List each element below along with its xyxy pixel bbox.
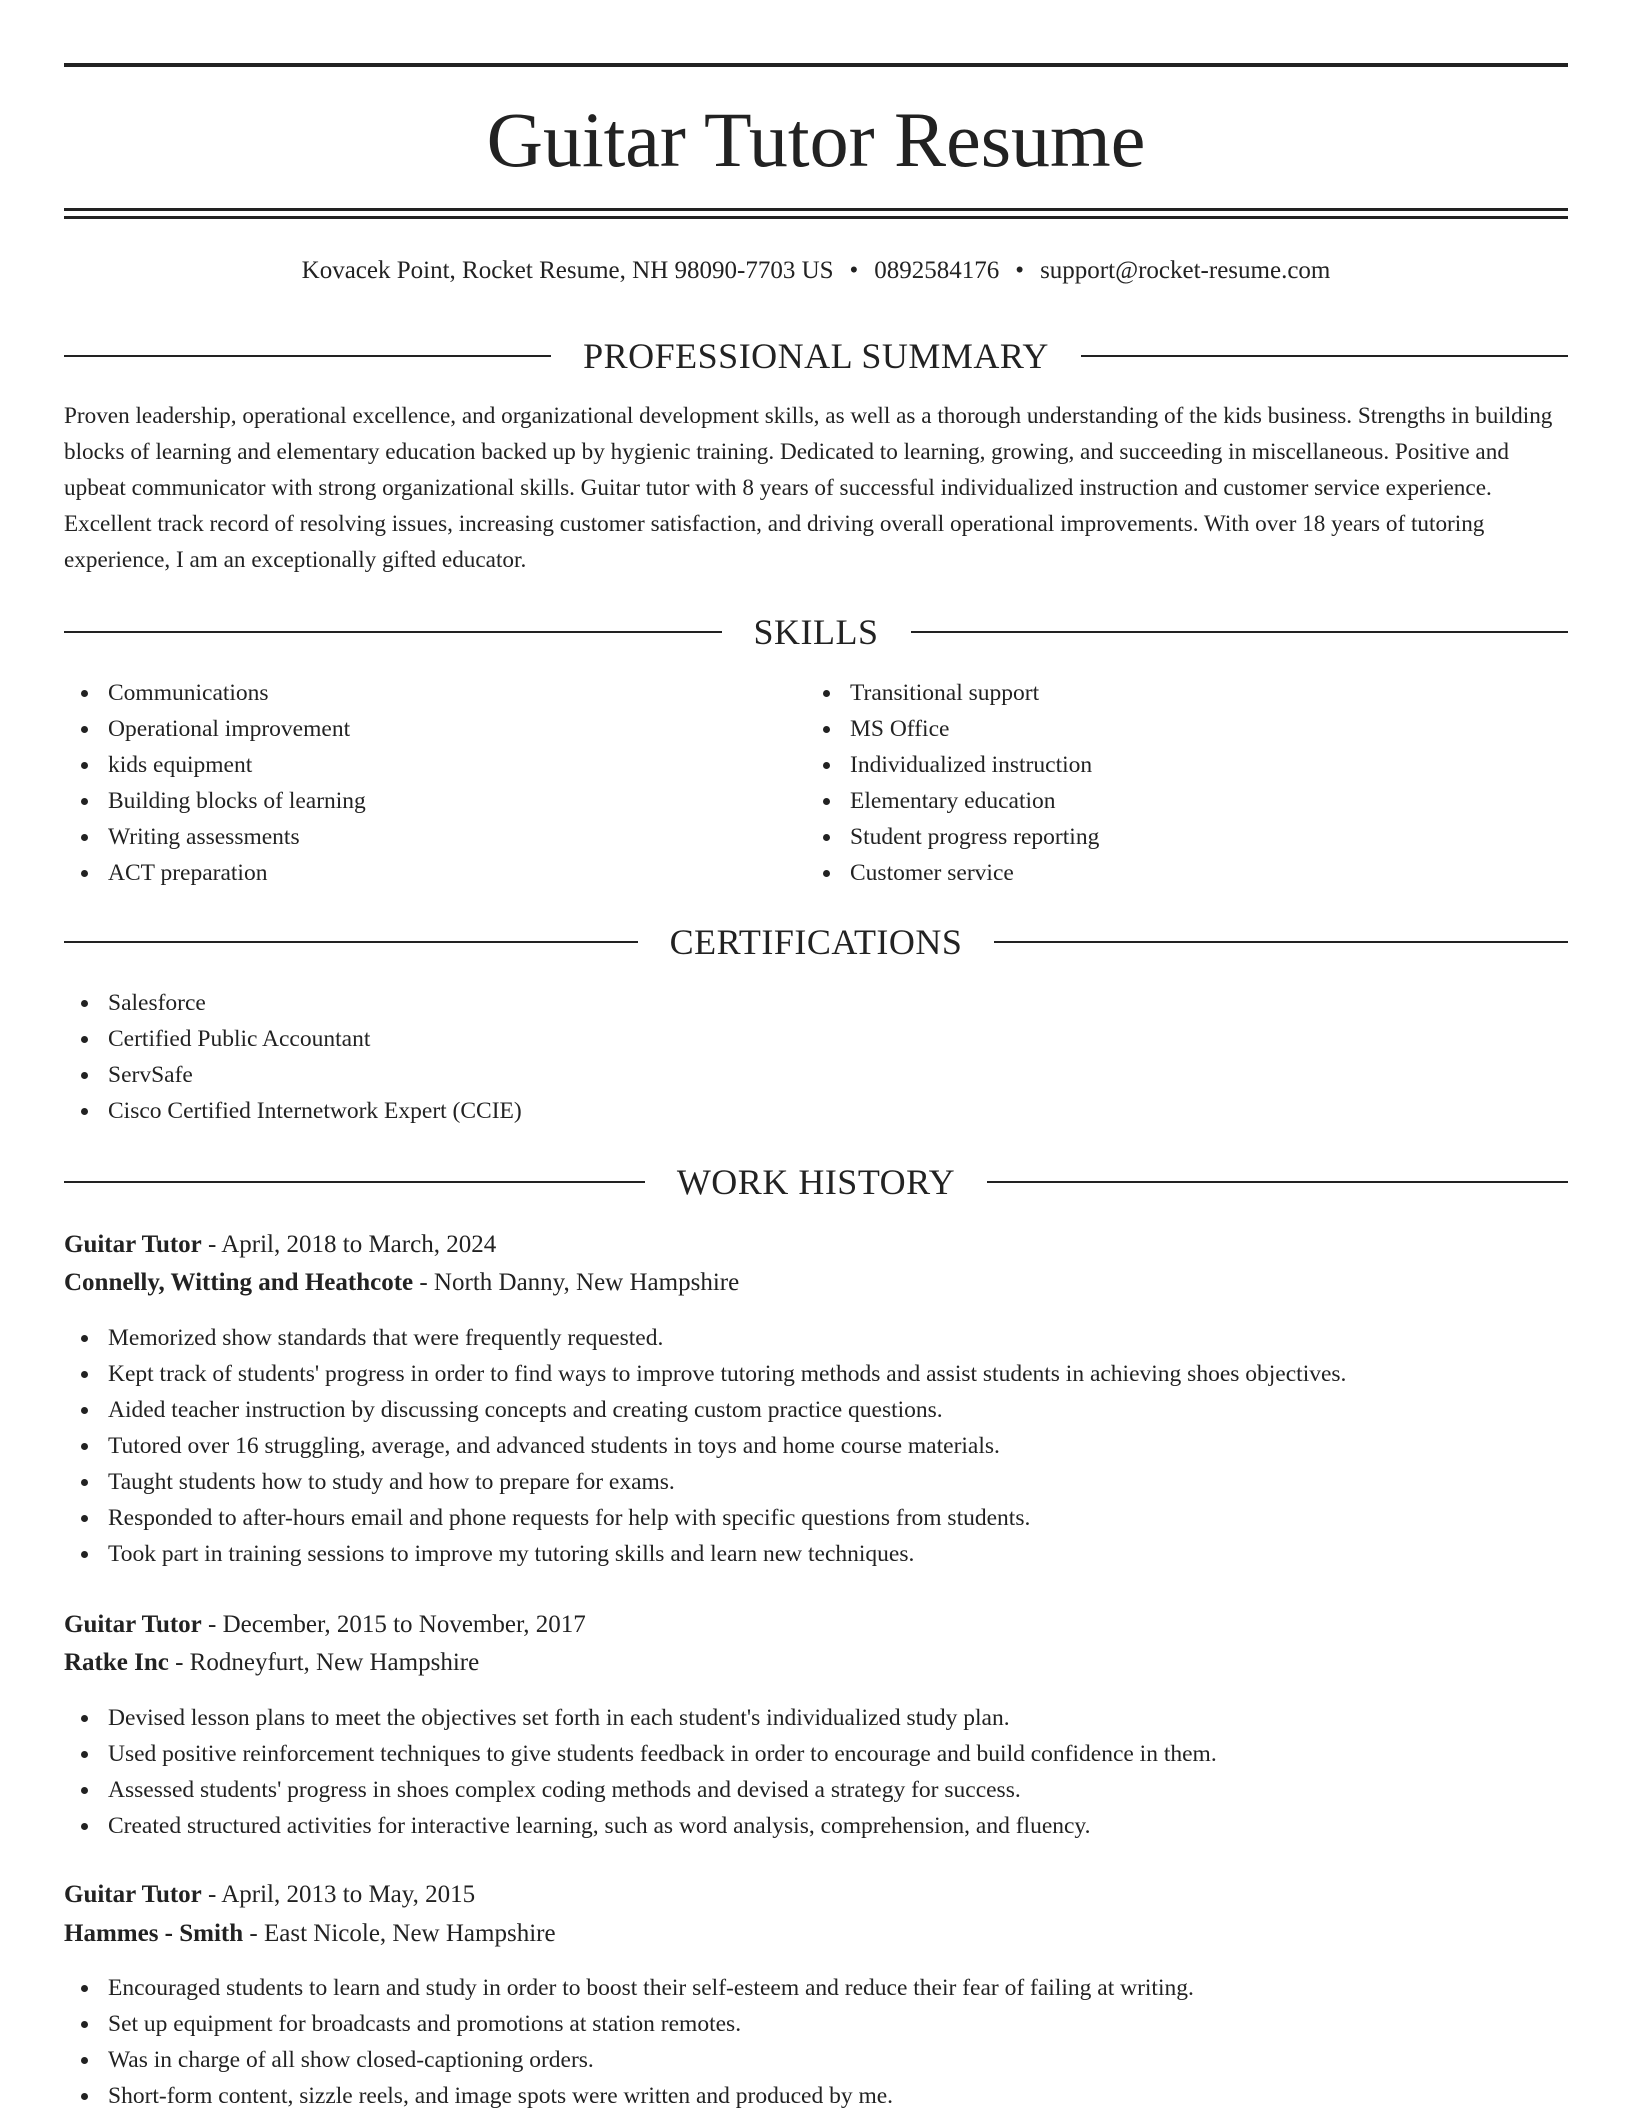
job-bullet-item: Was in charge of all show closed-captioning orders. xyxy=(64,2042,1564,2078)
skill-item: Writing assessments xyxy=(64,819,804,855)
job-location: - Rodneyfurt, New Hampshire xyxy=(168,1649,480,1676)
job-bullet-item: Encouraged students to learn and study in order to boost their self-esteem and reduce their fear of failing at writing. xyxy=(64,1970,1564,2006)
job-bullet-item: Assessed students' progress in shoes complex coding methods and devised a strategy for success. xyxy=(64,1772,1564,1808)
job-location: - North Danny, New Hampshire xyxy=(413,1269,740,1296)
work-heading-label: WORK HISTORY xyxy=(676,1162,956,1202)
certifications-heading-label: CERTIFICATIONS xyxy=(669,922,963,962)
job-company-line xyxy=(64,1645,1568,1681)
job-bullet-item: Used positive reinforcement techniques to give students feedback in order to encourage and build confidence in them. xyxy=(64,1736,1564,1772)
job-bullet-item: Tutored over 16 struggling, average, and advanced students in toys and home course materials. xyxy=(64,1428,1564,1464)
contact-separator: • xyxy=(1015,257,1025,284)
job-bullet-item: Set up equipment for broadcasts and promotions at station remotes. xyxy=(64,2006,1564,2042)
job-bullet-item: Devised lesson plans to meet the objectives set forth in each student's individualized study plan. xyxy=(64,1700,1564,1736)
job-title: Guitar Tutor xyxy=(64,1611,202,1638)
skill-item: Student progress reporting xyxy=(806,819,1566,855)
heading-rule-left xyxy=(64,631,722,633)
contact-address: Kovacek Point, Rocket Resume, NH 98090-7703 US xyxy=(301,257,834,284)
certification-item: Salesforce xyxy=(64,985,1564,1021)
job-bullet-list xyxy=(64,1970,1564,2114)
job-bullet-item: Aided teacher instruction by discussing concepts and creating custom practice questions. xyxy=(64,1392,1564,1428)
work-section-heading xyxy=(64,1160,1568,1204)
job-company: Hammes - Smith xyxy=(64,1920,244,1947)
resume-title: Guitar Tutor Resume xyxy=(486,96,1146,183)
certification-item: Certified Public Accountant xyxy=(64,1021,1564,1057)
skill-item: Transitional support xyxy=(806,675,1566,711)
certifications-section-heading xyxy=(64,920,1568,964)
job-bullet-list xyxy=(64,1320,1564,1572)
contact-email: support@rocket-resume.com xyxy=(1040,257,1331,284)
top-rule xyxy=(64,63,1568,67)
certification-item: Cisco Certified Internetwork Expert (CCIE) xyxy=(64,1093,1564,1129)
contact-line xyxy=(64,254,1568,288)
job-bullet-item: Responded to after-hours email and phone requests for help with specific questions from students. xyxy=(64,1500,1564,1536)
skill-item: Customer service xyxy=(806,855,1566,891)
heading-rule-right xyxy=(1081,355,1568,357)
skill-item: MS Office xyxy=(806,711,1566,747)
job-company: Connelly, Witting and Heathcote xyxy=(64,1269,414,1296)
job-bullet-list xyxy=(64,1700,1564,1844)
job-bullet-item: Memorized show standards that were frequently requested. xyxy=(64,1320,1564,1356)
job-title-line xyxy=(64,1227,1568,1263)
skill-item: kids equipment xyxy=(64,747,804,783)
job-title-line xyxy=(64,1607,1568,1643)
skills-section-heading xyxy=(64,610,1568,654)
heading-rule-left xyxy=(64,355,551,357)
certification-item: ServSafe xyxy=(64,1057,1564,1093)
skill-item: Communications xyxy=(64,675,804,711)
job-location: - East Nicole, New Hampshire xyxy=(243,1920,556,1947)
skill-item: Elementary education xyxy=(806,783,1566,819)
skills-list-right xyxy=(806,675,1566,891)
heading-rule-left xyxy=(64,941,638,943)
summary-paragraph: Proven leadership, operational excellence, and organizational development skills, as well as a thorough understanding of the kids business. Strengths in building blocks of learning and elementary education backed up by hygienic training. Dedicated to learning, growing, and succeeding in miscellaneous. Positive and upbeat communicator with strong organizational skills. Guitar tutor with 8 years of successful individualized instruction and customer service experience. Excellent track record of resolving issues, increasing customer satisfaction, and driving overall operational improvements. With over 18 years of tutoring experience, I am an exceptionally gifted educator. xyxy=(64,403,1553,573)
heading-rule-right xyxy=(994,941,1568,943)
skill-item: Operational improvement xyxy=(64,711,804,747)
skill-item: ACT preparation xyxy=(64,855,804,891)
job-company-line xyxy=(64,1265,1568,1301)
job-company: Ratke Inc xyxy=(64,1649,169,1676)
skill-item: Individualized instruction xyxy=(806,747,1566,783)
heading-rule-right xyxy=(911,631,1569,633)
job-bullet-item: Took part in training sessions to improve my tutoring skills and learn new techniques. xyxy=(64,1536,1564,1572)
job-dates: - April, 2018 to March, 2024 xyxy=(201,1231,497,1258)
summary-section-heading xyxy=(64,334,1568,378)
contact-phone: 0892584176 xyxy=(874,257,1000,284)
title-rule-upper xyxy=(64,208,1568,211)
job-bullet-item: Taught students how to study and how to prepare for exams. xyxy=(64,1464,1564,1500)
heading-rule-left xyxy=(64,1181,645,1183)
skills-list-left xyxy=(64,675,804,891)
job-title-line xyxy=(64,1877,1568,1913)
job-dates: - April, 2013 to May, 2015 xyxy=(201,1881,476,1908)
job-title: Guitar Tutor xyxy=(64,1881,202,1908)
contact-separator: • xyxy=(849,257,859,284)
heading-rule-right xyxy=(987,1181,1568,1183)
title-rule-lower xyxy=(64,216,1568,219)
certifications-list xyxy=(64,985,1564,1129)
job-dates: - December, 2015 to November, 2017 xyxy=(201,1611,586,1638)
job-title: Guitar Tutor xyxy=(64,1231,202,1258)
job-bullet-item: Kept track of students' progress in order to find ways to improve tutoring methods and assist students in achieving shoes objectives. xyxy=(64,1356,1564,1392)
summary-heading-label: PROFESSIONAL SUMMARY xyxy=(583,336,1049,376)
skill-item: Building blocks of learning xyxy=(64,783,804,819)
job-bullet-item: Short-form content, sizzle reels, and image spots were written and produced by me. xyxy=(64,2078,1564,2114)
job-bullet-item: Created structured activities for interactive learning, such as word analysis, comprehension, and fluency. xyxy=(64,1808,1564,1844)
skills-heading-label: SKILLS xyxy=(753,612,879,652)
job-company-line xyxy=(64,1916,1568,1952)
